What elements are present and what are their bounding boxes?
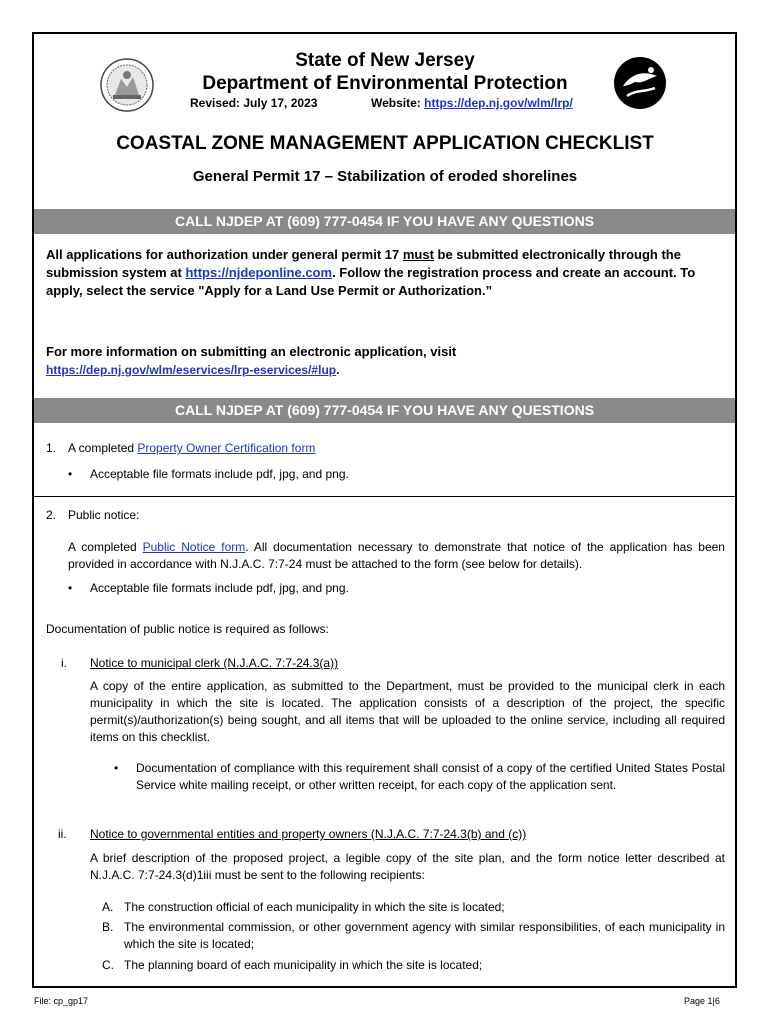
recipient-text: The environmental commission, or other government agency with similar responsibilities, of each municipality in which the site is located; bbox=[124, 920, 725, 951]
website-line bbox=[371, 96, 573, 110]
item-2-text-a: A completed bbox=[68, 540, 143, 554]
item-2-label: Public notice: bbox=[68, 508, 140, 522]
recipient-letter: B. bbox=[102, 920, 114, 934]
more-info-paragraph bbox=[46, 343, 722, 379]
permit-title: General Permit 17 – Stabilization of eroded shorelines bbox=[192, 168, 578, 185]
sub-i-numeral: i. bbox=[61, 656, 67, 670]
intro-text-c: . Follow the registration process and create an account. To apply, select the service "Apply for a Land Use Permit or Authorization.” bbox=[46, 265, 696, 298]
sub-ii-body: A brief description of the proposed project, a legible copy of the site plan, and the form notice letter described at N.J.A.C. 7:7-24.3(d)1iii must be sent to the following recipients: bbox=[90, 851, 725, 882]
intro-text-b: be submitted electronically through the submission system at bbox=[46, 247, 681, 280]
footer-file: File: cp_gp17 bbox=[34, 996, 89, 1006]
intro-text-a: All applications for authorization under general permit 17 bbox=[46, 247, 403, 262]
questions-banner-top: CALL NJDEP AT (609) 777-0454 IF YOU HAVE ANY QUESTIONS bbox=[34, 209, 735, 234]
recipient-letter: C. bbox=[102, 958, 114, 972]
njdeponline-link[interactable]: https://njdeponline.com bbox=[185, 265, 333, 280]
website-link[interactable]: https://dep.nj.gov/wlm/lrp/ bbox=[424, 96, 573, 110]
item-1-bullet: • Acceptable file formats include pdf, jpg, and png. bbox=[90, 466, 349, 483]
sub-i-bullet: • Documentation of compliance with this requirement shall consist of a copy of the certified United States Postal Service white mailing receipt, or other written receipt, for each copy of the application sent. bbox=[136, 760, 725, 794]
item-2-text-b: . All documentation necessary to demonstrate that notice of the application has been provided in accordance with N.J.A.C. 7:7-24 must be attached to the form (see below for details). bbox=[68, 540, 725, 571]
item-1-text bbox=[68, 440, 315, 457]
recipient-text: The planning board of each municipality in which the site is located; bbox=[124, 958, 483, 972]
property-owner-certification-link[interactable]: Property Owner Certification form bbox=[137, 441, 316, 455]
documentation-intro: Documentation of public notice is required as follows: bbox=[46, 622, 329, 636]
intro-paragraph bbox=[46, 246, 722, 300]
item-2-text bbox=[68, 539, 725, 573]
more-info-text: For more information on submitting an electronic application, visit bbox=[46, 344, 457, 359]
item-1-number: 1. bbox=[46, 441, 57, 455]
website-label: Website: bbox=[371, 96, 421, 110]
state-title: State of New Jersey bbox=[295, 50, 475, 71]
divider bbox=[34, 496, 735, 497]
must-emphasis: must bbox=[402, 247, 434, 262]
more-info-period: . bbox=[336, 363, 340, 377]
item-2-number: 2. bbox=[46, 508, 57, 522]
footer-page: Page 1|6 bbox=[684, 996, 720, 1006]
sub-i-body: A copy of the entire application, as submitted to the Department, must be provided to the municipal clerk in each municipality in which the site is located. The application consists of a description of the project, the specific permit(s)/authorization(s) being sought, and all items that will be uploaded to the online service, including all required items on this checklist. bbox=[90, 679, 725, 744]
public-notice-form-link[interactable]: Public Notice form bbox=[142, 540, 246, 554]
revised-date: Revised: July 17, 2023 bbox=[190, 96, 318, 110]
questions-banner-bottom: CALL NJDEP AT (609) 777-0454 IF YOU HAVE ANY QUESTIONS bbox=[34, 398, 735, 423]
item-2-bullet: • Acceptable file formats include pdf, jpg, and png. bbox=[90, 580, 349, 597]
recipient-letter: A. bbox=[102, 900, 114, 914]
eservices-link[interactable]: https://dep.nj.gov/wlm/eservices/lrp-eservices/#lup bbox=[46, 363, 337, 377]
department-title: Department of Environmental Protection bbox=[202, 73, 568, 94]
sub-i-heading: Notice to municipal clerk (N.J.A.C. 7:7-24.3(a)) bbox=[90, 656, 339, 670]
recipient-text: The construction official of each municipality in which the site is located; bbox=[124, 900, 505, 914]
sub-ii-numeral: ii. bbox=[58, 827, 67, 841]
checklist-title: COASTAL ZONE MANAGEMENT APPLICATION CHECKLIST bbox=[116, 133, 654, 154]
sub-ii-heading: Notice to governmental entities and property owners (N.J.A.C. 7:7-24.3(b) and (c)) bbox=[90, 827, 527, 841]
item-1-text-a: A completed bbox=[68, 441, 138, 455]
